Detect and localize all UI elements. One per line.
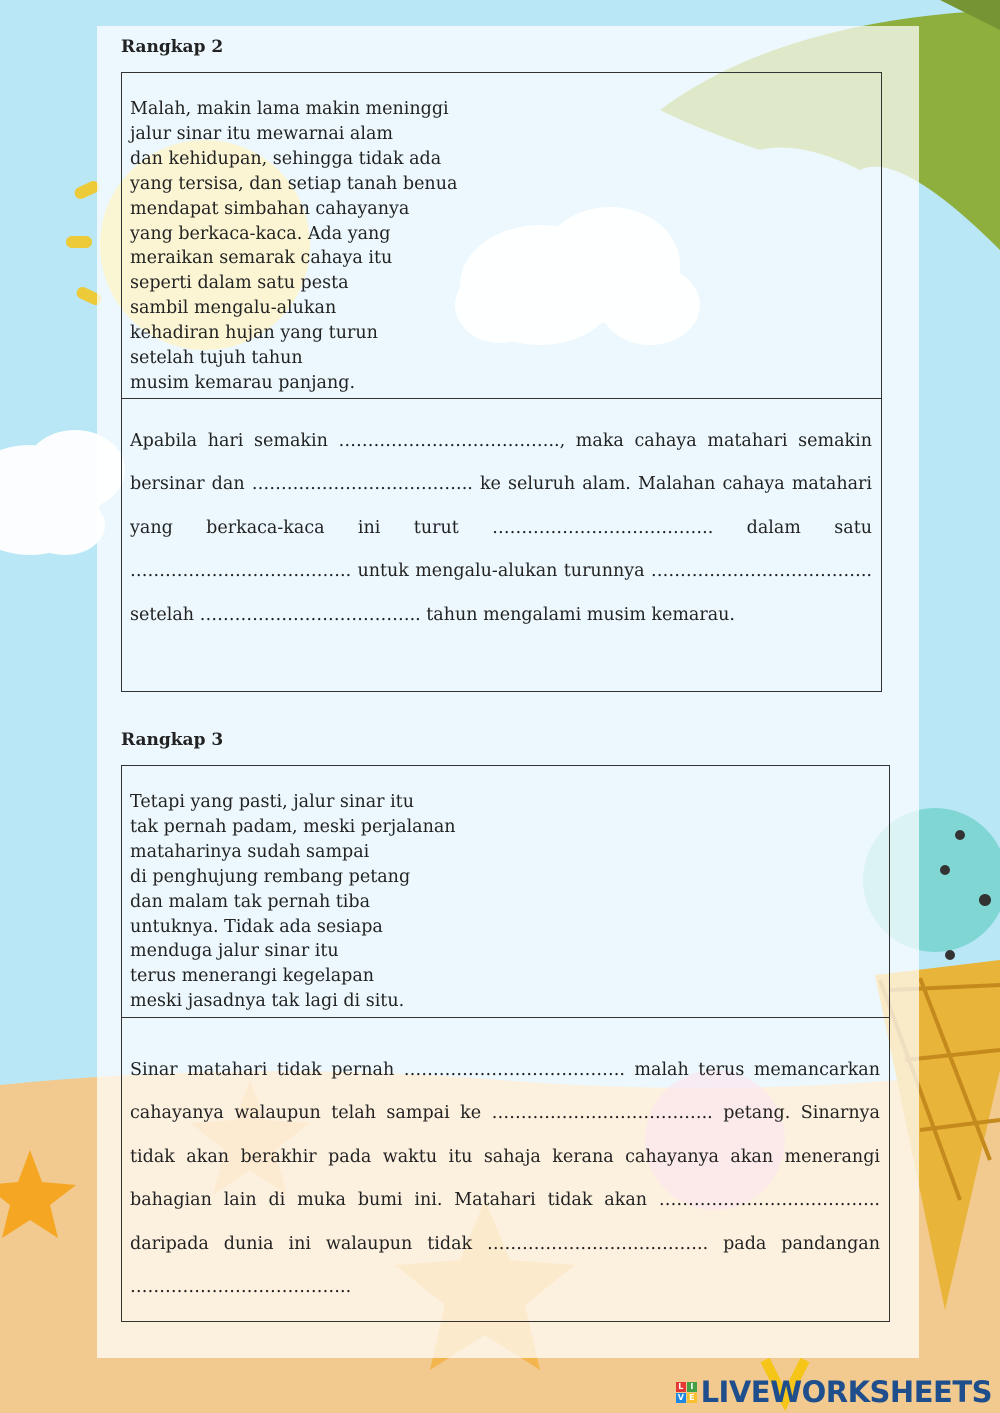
- box-divider: [121, 1017, 890, 1018]
- box-divider: [121, 398, 882, 399]
- liveworksheets-logo[interactable]: [676, 1375, 992, 1409]
- logo-mark-icon: L I V E: [676, 1382, 697, 1403]
- section-heading: Rangkap 2: [121, 37, 224, 57]
- poem-text: Malah, makin lama makin meninggi jalur sinar itu mewarnai alam dan kehidupan, sehingga tidak ada yang tersisa, dan setiap tanah benua mendapat simbahan cahayanya yang berkaca-kaca. Ada yang meraikan semarak cahaya itu seperti dalam satu pesta sambil mengalu-alukan kehadiran hujan yang turun setelah tujuh tahun musim kemarau panjang.: [130, 99, 458, 393]
- poem-text: Tetapi yang pasti, jalur sinar itu tak pernah padam, meski perjalanan mataharinya sudah sampai di penghujung rembang petang dan malam tak pernah tiba untuknya. Tidak ada sesiapa menduga jalur sinar itu terus menerangi kegelapan meski jasadnya tak lagi di situ.: [130, 792, 456, 1012]
- section-heading: Rangkap 3: [121, 730, 224, 750]
- logo-text: LIVEWORKSHEETS: [700, 1375, 992, 1409]
- fill-in-paragraph[interactable]: Sinar matahari tidak pernah ……………………………….. malah terus memancarkan cahayanya walaupun telah sampai ke ……………………………….. petang. Sinarnya tidak akan berakhir pada waktu itu sahaja kerana cahayanya akan menerangi bahagian lain di muka bumi ini. Matahari tidak akan ……………………………….. daripada dunia ini walaupun tidak ……………………………….. pada pandangan ………………………………..: [130, 1060, 880, 1298]
- fill-in-paragraph[interactable]: Apabila hari semakin ……………………………….., maka cahaya matahari semakin bersinar dan ……………………………….. ke seluruh alam. Malahan cahaya matahari yang berkaca-kaca ini turut ……………………………….. dalam satu ……………………………….. untuk mengalu-alukan turunnya ……………………………….. setelah ……………………………….. tahun mengalami musim kemarau.: [130, 431, 872, 625]
